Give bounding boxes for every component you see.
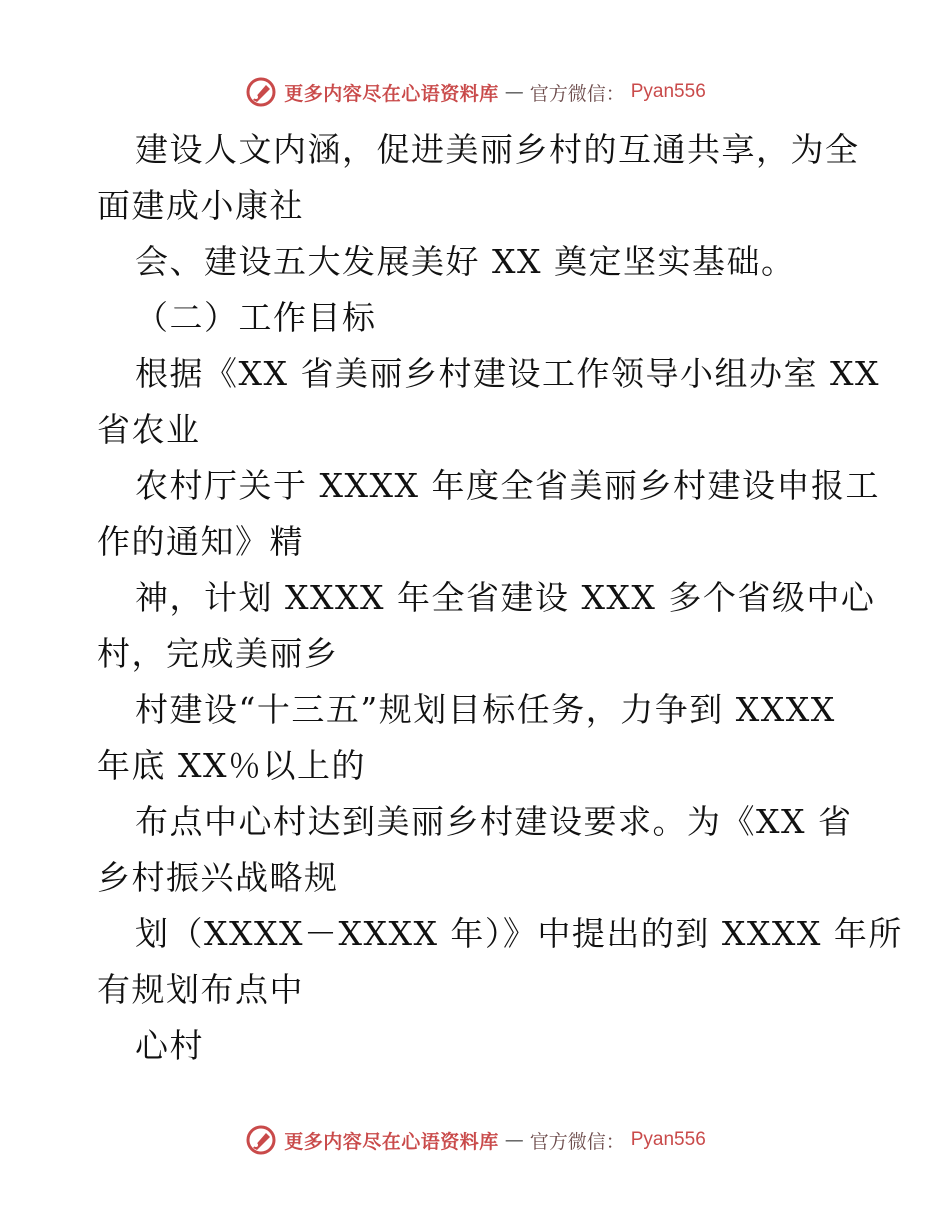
watermark-separator: —: [504, 1129, 524, 1151]
text-line: 神，计划 XXXX 年全省建设 XXX 多个省级中心: [135, 578, 876, 617]
footer-watermark: [0, 1120, 950, 1160]
section-heading: （二）工作目标: [135, 298, 377, 337]
pen-nib-logo-icon: [244, 75, 278, 109]
watermark-wechat-label: 官方微信：: [529, 1130, 625, 1153]
text-line: 面建成小康社: [97, 186, 304, 225]
header-watermark: [0, 72, 950, 112]
document-body: [0, 122, 950, 1074]
text-line: 有规划布点中: [97, 970, 304, 1009]
watermark-separator: —: [504, 81, 524, 103]
text-line: 省农业: [97, 410, 201, 449]
text-line: 会、建设五大发展美好 XX 奠定坚实基础。: [135, 242, 796, 281]
text-line: 心村: [135, 1026, 204, 1065]
text-line: 村建设“十三五”规划目标任务，力争到 XXXX: [135, 690, 836, 729]
watermark-main-text: 更多内容尽在心语资料库: [284, 82, 499, 105]
text-line: 作的通知》精: [97, 522, 304, 561]
text-line: 村，完成美丽乡: [97, 634, 339, 673]
watermark-wechat-label: 官方微信：: [529, 82, 625, 105]
text-line: 年底 XX％以上的: [97, 746, 366, 785]
text-line: 划（XXXX－XXXX 年）》中提出的到 XXXX 年所: [135, 914, 903, 953]
watermark-wechat-id: Pyan556: [630, 1129, 706, 1150]
text-line: 乡村振兴战略规: [97, 858, 339, 897]
watermark-main-text: 更多内容尽在心语资料库: [284, 1130, 499, 1153]
watermark-wechat-id: Pyan556: [630, 81, 706, 102]
text-line: 根据《XX 省美丽乡村建设工作领导小组办室 XX: [135, 354, 880, 393]
pen-nib-logo-icon: [244, 1123, 278, 1157]
text-line: 建设人文内涵，促进美丽乡村的互通共享，为全: [135, 130, 860, 169]
text-line: 农村厅关于 XXXX 年度全省美丽乡村建设申报工: [135, 466, 880, 505]
text-line: 布点中心村达到美丽乡村建设要求。为《XX 省: [135, 802, 853, 841]
